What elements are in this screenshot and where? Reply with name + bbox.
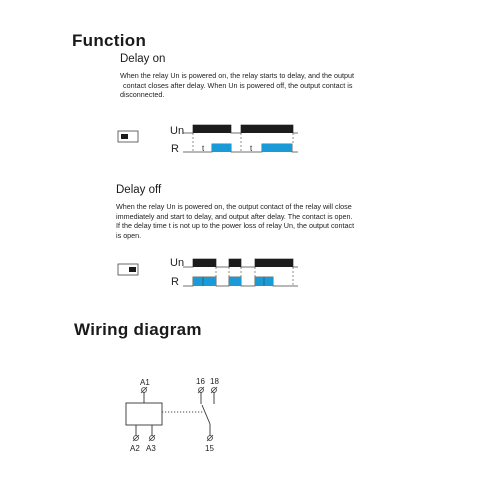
terminal-18-symbol (211, 387, 217, 393)
dip-switch-left-icon (118, 131, 138, 142)
terminal-18-label: 18 (210, 377, 219, 386)
dip-switch-right-icon (118, 264, 138, 275)
terminal-15-symbol (207, 435, 213, 441)
terminal-16-symbol (198, 387, 204, 393)
switch-blade (202, 405, 210, 424)
delay-on-r-signal (183, 144, 298, 152)
delay-off-guides (216, 267, 293, 286)
delay-on-title: Delay on (120, 53, 166, 65)
delay-off-timing-diagram (118, 257, 298, 288)
delay-off-un-label: Un (170, 257, 185, 269)
delay-on-t-label-2: t (250, 144, 253, 153)
wiring-heading: Wiring diagram (74, 320, 202, 339)
terminal-a1-label: A1 (140, 378, 150, 387)
terminal-a1-symbol (141, 387, 147, 393)
delay-off-r-label: R (171, 276, 179, 288)
delay-on-timing-diagram (118, 125, 298, 155)
delay-on-line-1: When the relay Un is powered on, the relay starts to delay, and the output (120, 71, 354, 80)
delay-off-title: Delay off (116, 184, 162, 196)
terminal-16-label: 16 (196, 377, 205, 386)
delay-off-line-3: If the delay time t is not up to the power loss of relay Un, the output contact (116, 221, 355, 231)
terminal-a2-label: A2 (130, 444, 140, 453)
delay-off-line-2: immediately and start to delay, and output after delay. The contact is open. (116, 211, 353, 221)
delay-off-line-1: When the relay Un is powered on, the output contact of the relay will close (116, 202, 352, 211)
wiring-diagram (126, 377, 219, 453)
terminal-a2-symbol (133, 435, 139, 441)
delay-off-un-signal (183, 259, 298, 267)
delay-on-un-signal (183, 125, 298, 133)
delay-on-r-label: R (171, 143, 179, 155)
relay-coil-box (126, 403, 162, 425)
delay-on-line-2: contact closes after delay. When Un is powered off, the output contact is (123, 80, 353, 90)
delay-off-r-signal (183, 277, 298, 286)
delay-on-t-label-1: t (202, 144, 205, 153)
delay-on-line-3: disconnected. (120, 90, 165, 100)
terminal-15-label: 15 (205, 444, 214, 453)
terminal-a3-symbol (149, 435, 155, 441)
delay-on-un-label: Un (170, 125, 185, 137)
delay-off-line-4: is open. (116, 230, 142, 240)
delay-off-description (116, 202, 354, 240)
function-heading: Function (72, 31, 147, 50)
terminal-a3-label: A3 (146, 444, 156, 453)
